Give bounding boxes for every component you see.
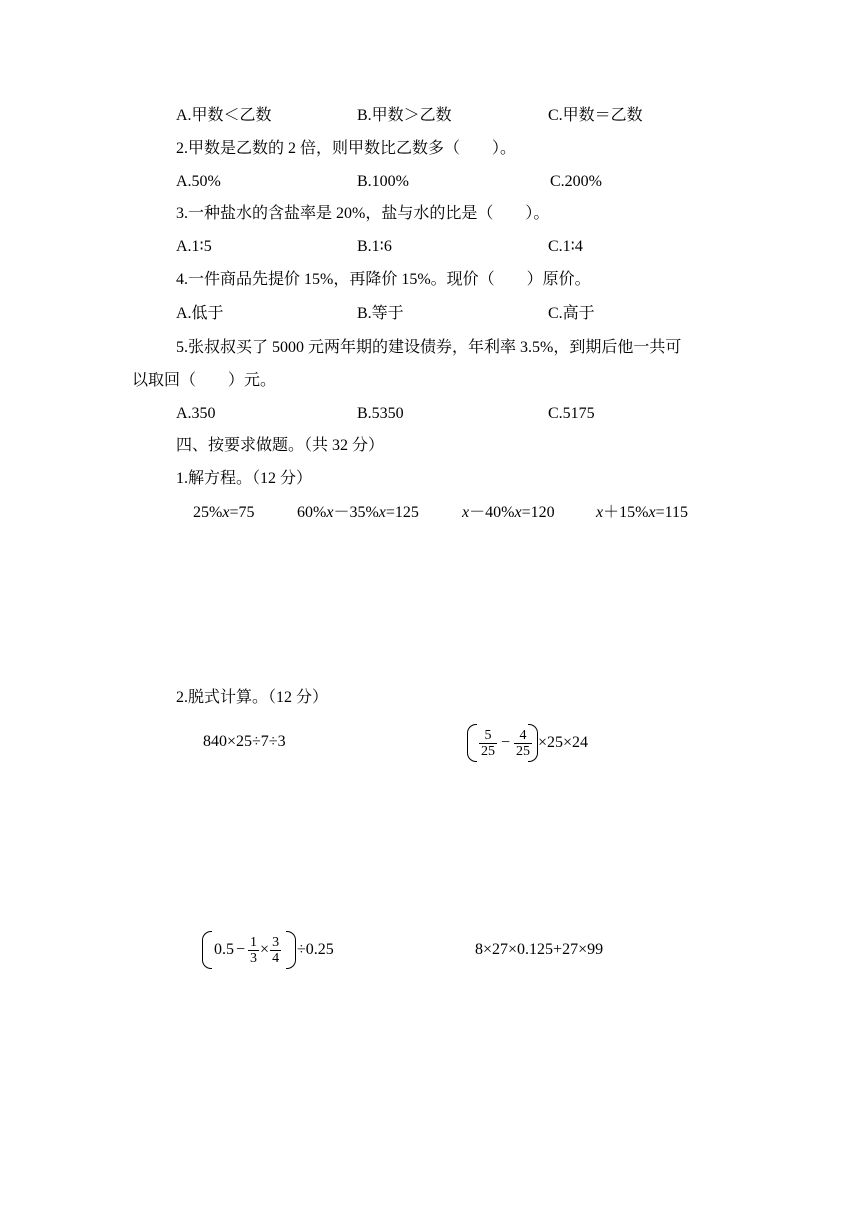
q4-stem: 4.一件商品先提价 15%，再降价 15%。现价（ ）原价。 xyxy=(176,271,591,288)
right-paren xyxy=(286,931,296,969)
q3-stem: 3.一种盐水的含盐率是 20%，盐与水的比是（ ）。 xyxy=(176,205,550,222)
fraction: $\frac{4}{25}$ xyxy=(516,727,531,759)
fraction: $\frac{1}{3}$ xyxy=(250,934,258,966)
q3-option-c: C.1∶4 xyxy=(548,238,583,255)
q2-stem: 2.甲数是乙数的 2 倍，则甲数比乙数多（ ）。 xyxy=(176,140,517,157)
q2-option-c: C.200% xyxy=(550,173,602,190)
equation-4: x＋15%x=115 xyxy=(596,504,688,521)
q4-option-b: B.等于 xyxy=(357,305,404,322)
section-title: 四、按要求做题。（共 32 分） xyxy=(176,437,385,454)
right-paren xyxy=(528,724,538,762)
q3-option-a: A.1∶5 xyxy=(176,238,212,255)
calc-expression-3: 0.5 − $\frac{1}{3}$ × $\frac{3}{4}$ ÷0.25 xyxy=(202,931,352,969)
fraction: $\frac{3}{4}$ xyxy=(272,934,280,966)
q2-option-a: A.50% xyxy=(176,173,221,190)
equation-2: 60%x－35%x=125 xyxy=(297,504,419,521)
equation-3: x－40%x=120 xyxy=(462,504,555,521)
left-paren xyxy=(467,724,477,762)
q5-stem-line2: 以取回（ ）元。 xyxy=(132,372,277,389)
q2-option-b: B.100% xyxy=(357,173,409,190)
q1-option-a: A.甲数＜乙数 xyxy=(176,107,272,124)
q5-option-a: A.350 xyxy=(176,405,216,422)
q3-option-b: B.1∶6 xyxy=(357,238,392,255)
left-paren xyxy=(202,931,212,969)
calc-expression-2: $\frac{5}{25}$ − $\frac{4}{25}$ ×25×24 xyxy=(467,724,607,762)
part1-title: 1.解方程。（12 分） xyxy=(176,470,313,487)
calc-expression-4: 8×27×0.125+27×99 xyxy=(475,941,604,958)
q4-option-c: C.高于 xyxy=(548,305,595,322)
q5-stem-line1: 5.张叔叔买了 5000 元两年期的建设债券，年利率 3.5%，到期后他一共可 xyxy=(176,339,682,356)
part2-title: 2.脱式计算。（12 分） xyxy=(176,689,329,706)
q4-option-a: A.低于 xyxy=(176,305,224,322)
q1-option-c: C.甲数＝乙数 xyxy=(548,107,643,124)
calc-expression-1: 840×25÷7÷3 xyxy=(203,733,286,750)
equation-1: 25%x=75 xyxy=(193,504,255,521)
fraction: $\frac{5}{25}$ xyxy=(481,727,495,759)
q5-option-c: C.5175 xyxy=(548,405,595,422)
q1-option-b: B.甲数＞乙数 xyxy=(357,107,452,124)
q5-option-b: B.5350 xyxy=(357,405,404,422)
